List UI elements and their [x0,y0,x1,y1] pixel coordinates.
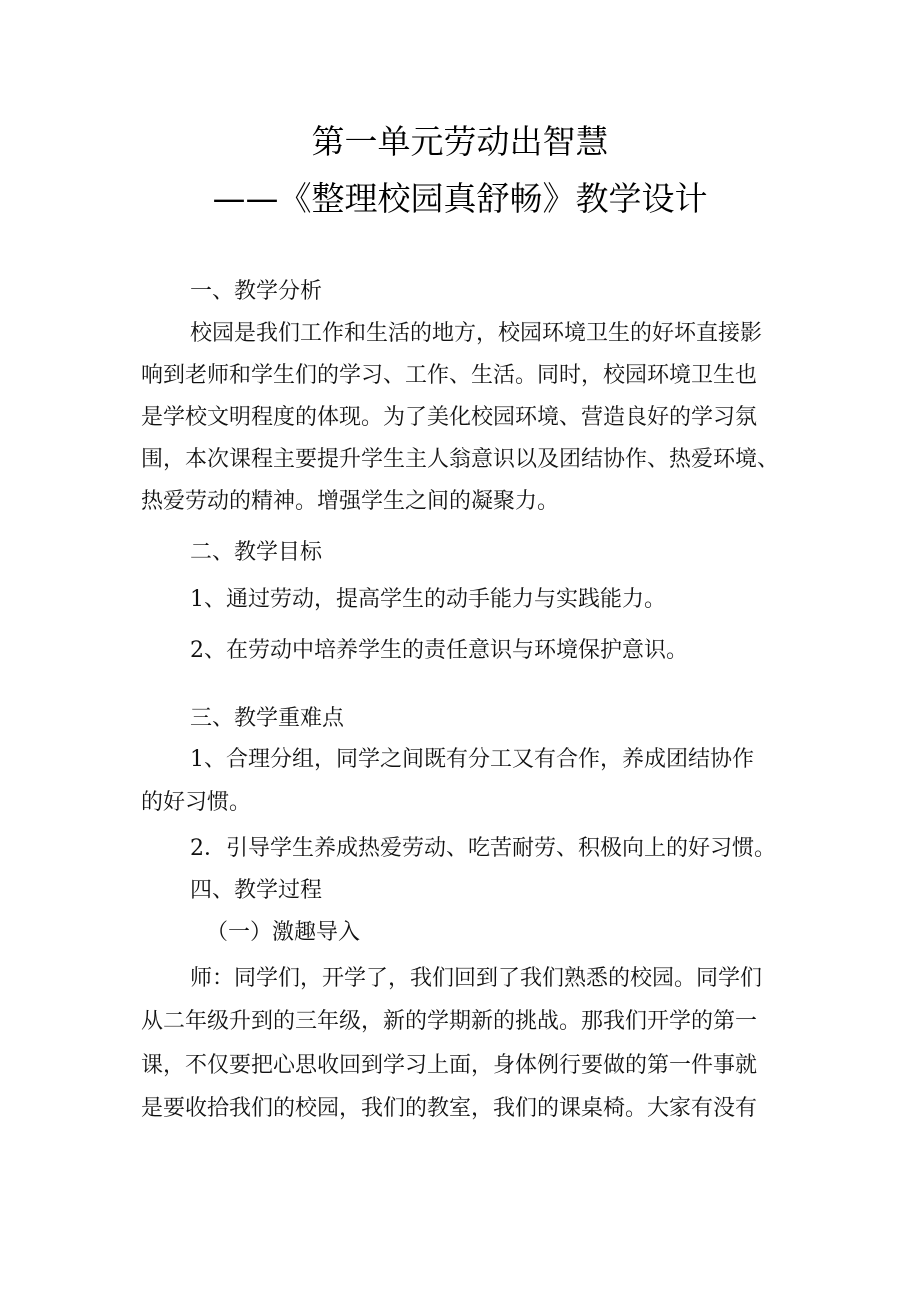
paragraph-line: 响到老师和学生们的学习、工作、生活。同时，校园环境卫生也 [141,363,758,388]
section-heading-key-points: 三、教学重难点 [190,706,345,731]
section-heading-process: 四、教学过程 [190,878,323,903]
key-point-item-continued: 的好习惯。 [141,790,252,815]
paragraph-line: 校园是我们工作和生活的地方，校园环境卫生的好坏直接影 [190,321,763,346]
goal-item: 2、在劳动中培养学生的责任意识与环境保护意识。 [190,638,688,663]
key-point-item: 2．引导学生养成热爱劳动、吃苦耐劳、积极向上的好习惯。 [190,836,776,861]
document-subtitle: ——《整理校园真舒畅》教学设计 [212,179,708,218]
key-point-item: 1、合理分组，同学之间既有分工又有合作，养成团结协作 [190,747,754,772]
paragraph-line: 围，本次课程主要提升学生主人翁意识以及团结协作、热爱环境、 [141,447,780,472]
goal-item: 1、通过劳动，提高学生的动手能力与实践能力。 [190,587,666,612]
paragraph-line: 是要收拾我们的校园，我们的教室，我们的课桌椅。大家有没有 [141,1096,758,1121]
paragraph-line: 师：同学们，开学了，我们回到了我们熟悉的校园。同学们 [190,966,763,991]
paragraph-line: 从二年级升到的三年级，新的学期新的挑战。那我们开学的第一 [141,1009,758,1034]
section-heading-goals: 二、教学目标 [190,540,323,565]
paragraph-line: 课，不仅要把心思收回到学习上面，身体例行要做的第一件事就 [141,1053,758,1078]
section-heading-analysis: 一、教学分析 [190,279,323,304]
subsection-heading: （一）激趣导入 [206,920,361,945]
paragraph-line: 是学校文明程度的体现。为了美化校园环境、营造良好的学习氛 [141,405,758,430]
paragraph-line: 热爱劳动的精神。增强学生之间的凝聚力。 [141,489,560,514]
document-title: 第一单元劳动出智慧 [311,122,609,161]
